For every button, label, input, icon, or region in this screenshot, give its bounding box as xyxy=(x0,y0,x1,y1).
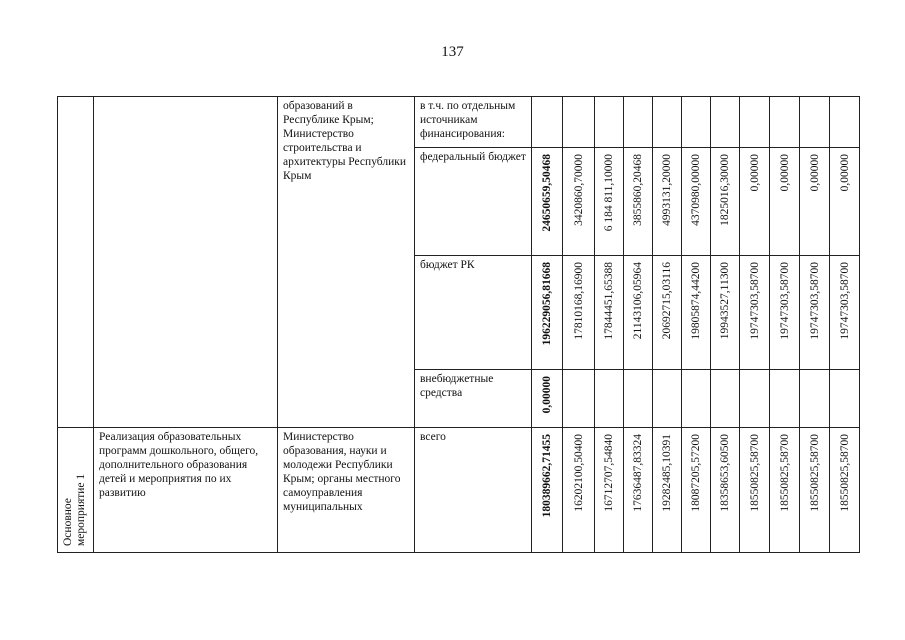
year-value: 0,00000 xyxy=(748,154,761,192)
year-value: 17810168,16900 xyxy=(572,262,585,340)
year-value: 19747303,58700 xyxy=(748,262,761,340)
year-value: 18550825,58700 xyxy=(808,434,821,512)
activity-label-cell xyxy=(58,428,94,553)
year-value: 19805874,44200 xyxy=(690,262,702,340)
year-cell xyxy=(653,370,682,428)
source-cell xyxy=(415,370,532,428)
year-value: 16712707,54840 xyxy=(603,434,615,512)
year-value: 4993131,20000 xyxy=(661,154,673,226)
year-cell xyxy=(563,148,595,256)
year-cell xyxy=(830,428,860,553)
year-cell xyxy=(800,256,830,370)
year-cell xyxy=(682,148,711,256)
year-cell xyxy=(740,97,770,148)
year-cell xyxy=(563,97,595,148)
year-cell xyxy=(653,428,682,553)
year-value: 20692715,03116 xyxy=(661,262,673,340)
total-value: 24650659,50468 xyxy=(541,154,553,232)
year-cell xyxy=(624,256,653,370)
executor-cell xyxy=(278,97,415,428)
activity-name-cell xyxy=(94,428,278,553)
col2-cell xyxy=(94,97,278,428)
activity-label: Основное мероприятие 1 xyxy=(62,473,87,546)
year-cell xyxy=(563,370,595,428)
page-number: 137 xyxy=(441,44,464,60)
year-cell xyxy=(740,428,770,553)
year-value: 19747303,58700 xyxy=(778,262,791,340)
year-cell xyxy=(624,148,653,256)
year-value: 3420860,70000 xyxy=(572,154,585,226)
year-cell xyxy=(800,148,830,256)
total-value: 196229056,81668 xyxy=(541,262,553,346)
table-row xyxy=(58,97,860,148)
total-cell xyxy=(532,370,563,428)
year-cell xyxy=(653,256,682,370)
year-value: 0,00000 xyxy=(838,154,851,192)
year-cell xyxy=(682,370,711,428)
year-cell xyxy=(653,97,682,148)
source-cell xyxy=(415,148,532,256)
table-row xyxy=(58,428,860,553)
year-value: 6 184 811,10000 xyxy=(603,154,615,232)
year-cell xyxy=(682,97,711,148)
total-value: 0,00000 xyxy=(541,376,553,414)
source-cell xyxy=(415,97,532,148)
source-cell xyxy=(415,428,532,553)
source-cell xyxy=(415,256,532,370)
year-cell xyxy=(830,97,860,148)
total-value: 180389662,71455 xyxy=(541,434,553,518)
year-cell xyxy=(770,370,800,428)
year-value: 18550825,58700 xyxy=(748,434,761,512)
year-value: 19282485,10391 xyxy=(661,434,673,512)
year-cell xyxy=(711,148,740,256)
year-value: 18550825,58700 xyxy=(838,434,851,512)
year-cell xyxy=(800,370,830,428)
year-cell xyxy=(830,148,860,256)
year-cell xyxy=(830,370,860,428)
executor-cell xyxy=(278,428,415,553)
year-cell xyxy=(711,97,740,148)
year-value: 16202100,50400 xyxy=(572,434,585,512)
year-value: 18550825,58700 xyxy=(778,434,791,512)
source-text: внебюджетные средства xyxy=(420,373,494,399)
source-text: всего xyxy=(420,431,446,443)
total-cell xyxy=(532,97,563,148)
year-cell xyxy=(595,148,624,256)
year-cell xyxy=(770,97,800,148)
col1-cell xyxy=(58,97,94,428)
year-value: 18358653,60500 xyxy=(719,434,731,512)
year-cell xyxy=(800,428,830,553)
year-cell xyxy=(711,256,740,370)
year-value: 0,00000 xyxy=(778,154,791,192)
year-value: 4370980,00000 xyxy=(690,154,702,226)
year-value: 0,00000 xyxy=(808,154,821,192)
year-value: 18087205,57200 xyxy=(690,434,702,512)
year-cell xyxy=(624,428,653,553)
year-cell xyxy=(595,256,624,370)
year-value: 19747303,58700 xyxy=(808,262,821,340)
activity-name: Реализация образовательных программ дошкольного, общего, дополнительного образования детей и мероприятия по их развитию xyxy=(99,431,259,499)
year-value: 19943527,11300 xyxy=(719,262,731,340)
year-cell xyxy=(595,97,624,148)
year-value: 19747303,58700 xyxy=(838,262,851,340)
total-cell xyxy=(532,428,563,553)
year-cell xyxy=(740,256,770,370)
year-value: 17636487,83324 xyxy=(632,434,644,512)
year-cell xyxy=(595,370,624,428)
year-value: 21143106,05964 xyxy=(632,262,644,340)
year-cell xyxy=(740,148,770,256)
year-value: 1825016,30000 xyxy=(719,154,731,226)
year-value: 3855860,20468 xyxy=(632,154,644,226)
year-cell xyxy=(711,370,740,428)
year-cell xyxy=(740,370,770,428)
year-cell xyxy=(800,97,830,148)
year-cell xyxy=(563,428,595,553)
year-cell xyxy=(653,148,682,256)
executor-text: Министерство образования, науки и молодежи Республики Крым; органы местного самоуправления муниципальных xyxy=(283,431,401,513)
year-cell xyxy=(624,370,653,428)
year-cell xyxy=(770,428,800,553)
year-cell xyxy=(711,428,740,553)
year-value: 17844451,65388 xyxy=(603,262,615,340)
year-cell xyxy=(624,97,653,148)
year-cell xyxy=(770,148,800,256)
year-cell xyxy=(595,428,624,553)
total-cell xyxy=(532,256,563,370)
total-cell xyxy=(532,148,563,256)
executor-text: образований в Республике Крым; Министерство строительства и архитектуры Республики Крым xyxy=(283,100,406,182)
year-cell xyxy=(682,428,711,553)
source-text: федеральный бюджет xyxy=(420,151,526,163)
year-cell xyxy=(770,256,800,370)
source-text: в т.ч. по отдельным источникам финансирования: xyxy=(420,100,516,140)
year-cell xyxy=(830,256,860,370)
year-cell xyxy=(563,256,595,370)
source-text: бюджет РК xyxy=(420,259,475,271)
year-cell xyxy=(682,256,711,370)
budget-table xyxy=(57,96,860,553)
